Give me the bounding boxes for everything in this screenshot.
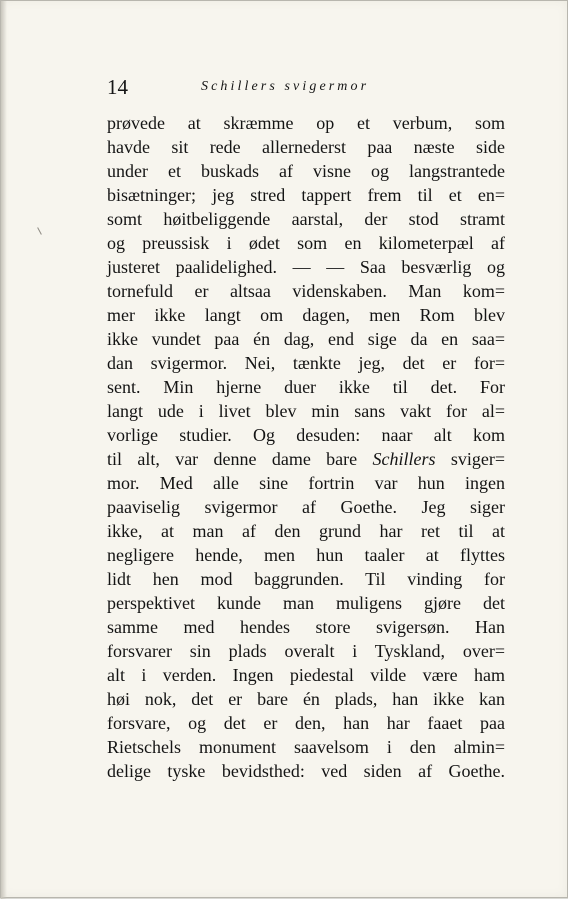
text-segment: sviger=	[435, 449, 505, 469]
text-segment: ikke, at man af den grund har ret til at	[107, 521, 505, 541]
text-segment: tornefuld er altsaa videnskaben. Man kom=	[107, 281, 505, 301]
text-segment: dan svigermor. Nei, tænkte jeg, det er for=	[107, 353, 505, 373]
text-line	[107, 231, 505, 255]
page-spine-shadow	[1, 1, 7, 899]
text-line	[107, 759, 505, 783]
text-segment: negligere hende, men hun taaler at flyttes	[107, 545, 505, 565]
text-segment: vorlige studier. Og desuden: naar alt kom	[107, 425, 505, 445]
text-segment: samme med hendes store svigersøn. Han	[107, 617, 505, 637]
text-segment: forsvarer sin plads overalt i Tyskland, over=	[107, 641, 505, 661]
italic-text-segment: Schillers	[372, 449, 436, 469]
text-segment: forsvare, og det er den, han har faaet paa	[107, 713, 505, 733]
text-segment: perspektivet kunde man muligens gjøre det	[107, 593, 505, 613]
text-line	[107, 639, 505, 663]
text-line	[107, 423, 505, 447]
text-segment: langt ude i livet blev min sans vakt for al=	[107, 401, 505, 421]
running-title: Schillers svigermor	[201, 79, 370, 94]
text-segment: under et buskads af visne og langstrantede	[107, 161, 505, 181]
running-head	[107, 73, 505, 101]
text-segment: havde sit rede allernederst paa næste side	[107, 137, 505, 157]
text-line	[107, 399, 505, 423]
text-segment: delige tyske bevidsthed: ved siden af Goethe.	[107, 761, 505, 781]
text-segment: justeret paalidelighed. — — Saa besværlig og	[107, 257, 505, 277]
text-line	[107, 183, 505, 207]
text-line	[107, 615, 505, 639]
text-line	[107, 375, 505, 399]
text-line	[107, 351, 505, 375]
text-line	[107, 303, 505, 327]
text-line	[107, 255, 505, 279]
text-line	[107, 159, 505, 183]
text-segment: Rietschels monument saavelsom i den almin=	[107, 737, 505, 757]
margin-mark	[37, 227, 42, 235]
text-segment: somt høitbeliggende aarstal, der stod stramt	[107, 209, 505, 229]
text-line	[107, 135, 505, 159]
text-segment: mor. Med alle sine fortrin var hun ingen	[107, 473, 505, 493]
text-segment: bisætninger; jeg stred tappert frem til et en=	[107, 185, 505, 205]
text-line	[107, 495, 505, 519]
text-segment: høi nok, det er bare én plads, han ikke kan	[107, 689, 505, 709]
text-segment: sent. Min hjerne duer ikke til det. For	[107, 377, 505, 397]
page-number: 14	[107, 75, 128, 99]
text-line	[107, 735, 505, 759]
text-segment: mer ikke langt om dagen, men Rom blev	[107, 305, 505, 325]
text-line	[107, 543, 505, 567]
text-line	[107, 519, 505, 543]
text-line	[107, 471, 505, 495]
text-line	[107, 687, 505, 711]
text-segment: lidt hen mod baggrunden. Til vinding for	[107, 569, 505, 589]
body-text	[107, 111, 505, 783]
text-line	[107, 711, 505, 735]
text-segment: prøvede at skræmme op et verbum, som	[107, 113, 505, 133]
text-line	[107, 567, 505, 591]
text-segment: til alt, var denne dame bare	[107, 449, 373, 469]
text-line	[107, 663, 505, 687]
text-line	[107, 591, 505, 615]
text-line	[107, 279, 505, 303]
text-segment: ikke vundet paa én dag, end sige da en saa=	[107, 329, 505, 349]
text-line	[107, 327, 505, 351]
text-line	[107, 207, 505, 231]
text-segment: og preussisk i ødet som en kilometerpæl af	[107, 233, 505, 253]
text-line	[107, 447, 505, 471]
text-segment: paaviselig svigermor af Goethe. Jeg siger	[107, 497, 505, 517]
text-line	[107, 111, 505, 135]
text-segment: alt i verden. Ingen piedestal vilde være ham	[107, 665, 505, 685]
